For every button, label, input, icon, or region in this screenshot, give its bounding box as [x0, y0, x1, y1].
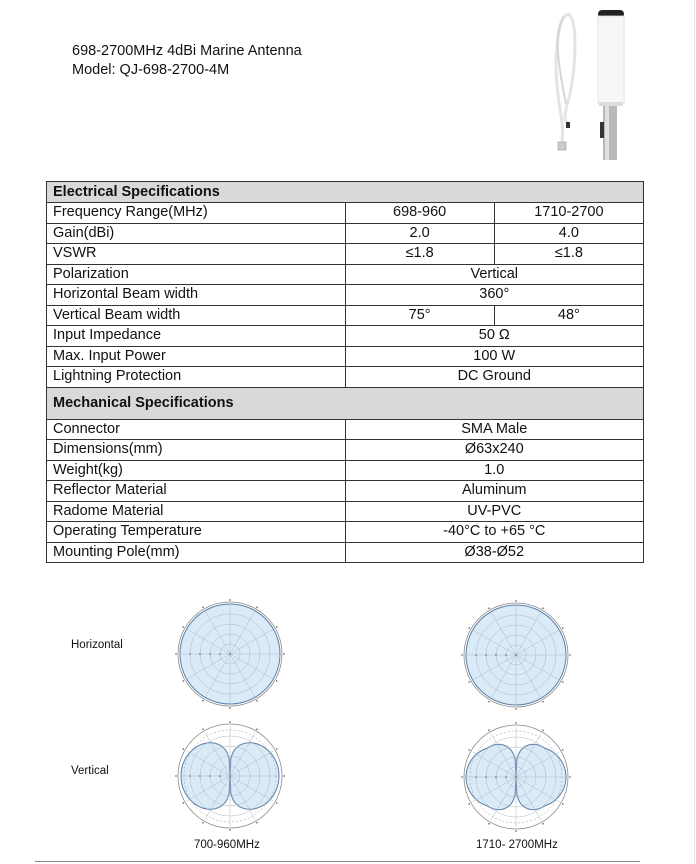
spec-value-low-band: 2.0	[345, 223, 494, 244]
scale-tick	[229, 775, 231, 777]
angle-tick	[569, 654, 571, 656]
angle-tick	[276, 626, 278, 628]
product-title: 698-2700MHz 4dBi Marine Antenna	[72, 43, 302, 59]
scale-tick	[475, 654, 477, 656]
angle-tick	[488, 701, 490, 703]
spec-label: Horizontal Beam width	[47, 285, 346, 306]
scale-tick	[209, 775, 211, 777]
angle-tick	[562, 749, 564, 751]
angle-tick	[276, 802, 278, 804]
spec-value: -40°C to +65 °C	[345, 522, 644, 543]
document-header	[72, 42, 302, 80]
scale-tick	[199, 653, 201, 655]
horizontal-pattern-label: Horizontal	[71, 639, 123, 651]
angle-tick	[229, 829, 231, 831]
spec-row	[47, 522, 644, 543]
scale-tick	[219, 775, 221, 777]
spec-value-high-band: ≤1.8	[494, 244, 643, 265]
angle-tick	[182, 802, 184, 804]
angle-tick	[182, 748, 184, 750]
scale-tick	[485, 776, 487, 778]
spec-label: Operating Temperature	[47, 522, 346, 543]
horizontal-pattern-high-band	[458, 597, 574, 713]
spec-value-high-band: 48°	[494, 305, 643, 326]
spec-value: 50 Ω	[345, 326, 644, 347]
scale-tick	[199, 775, 201, 777]
spec-label: VSWR	[47, 244, 346, 265]
scale-tick	[505, 776, 507, 778]
spec-row	[47, 203, 644, 224]
angle-tick	[542, 701, 544, 703]
antenna-photo-icon	[538, 4, 628, 162]
scale-tick	[495, 654, 497, 656]
spec-row	[47, 346, 644, 367]
angle-tick	[569, 776, 571, 778]
scale-tick	[495, 776, 497, 778]
angle-tick	[515, 600, 517, 602]
spec-row	[47, 285, 644, 306]
angle-tick	[202, 700, 204, 702]
angle-tick	[229, 599, 231, 601]
scale-tick	[209, 653, 211, 655]
scale-tick	[189, 653, 191, 655]
spec-label: Radome Material	[47, 501, 346, 522]
angle-tick	[182, 680, 184, 682]
spec-label: Frequency Range(MHz)	[47, 203, 346, 224]
angle-tick	[283, 653, 285, 655]
page-bottom-divider	[35, 861, 640, 862]
spec-row	[47, 501, 644, 522]
angle-tick	[461, 776, 463, 778]
angle-tick	[515, 708, 517, 710]
angle-tick	[488, 729, 490, 731]
spec-value: 1.0	[345, 460, 644, 481]
spec-label: Reflector Material	[47, 481, 346, 502]
angle-tick	[562, 681, 564, 683]
scale-tick	[475, 776, 477, 778]
scale-tick	[229, 653, 231, 655]
angle-tick	[229, 721, 231, 723]
band-label-low: 700-960MHz	[194, 839, 260, 851]
angle-tick	[542, 607, 544, 609]
spec-label: Gain(dBi)	[47, 223, 346, 244]
scale-tick	[515, 776, 517, 778]
spec-row	[47, 305, 644, 326]
angle-tick	[562, 627, 564, 629]
horizontal-pattern-low-band	[172, 596, 288, 712]
spec-value: Vertical	[345, 264, 644, 285]
spec-value: UV-PVC	[345, 501, 644, 522]
spec-value-high-band: 1710-2700	[494, 203, 643, 224]
spec-label: Connector	[47, 419, 346, 440]
angle-tick	[202, 728, 204, 730]
spec-value: SMA Male	[345, 419, 644, 440]
angle-tick	[256, 728, 258, 730]
angle-tick	[202, 822, 204, 824]
angle-tick	[276, 748, 278, 750]
spec-row	[47, 440, 644, 461]
spec-row	[47, 264, 644, 285]
scale-tick	[505, 654, 507, 656]
angle-tick	[175, 653, 177, 655]
spec-value-high-band: 4.0	[494, 223, 643, 244]
angle-tick	[202, 606, 204, 608]
angle-tick	[175, 775, 177, 777]
spec-value: Ø63x240	[345, 440, 644, 461]
mechanical-heading: Mechanical Specifications	[47, 387, 644, 419]
product-model: Model: QJ-698-2700-4M	[72, 62, 230, 78]
angle-tick	[276, 680, 278, 682]
spec-row	[47, 326, 644, 347]
spec-label: Vertical Beam width	[47, 305, 346, 326]
spec-row	[47, 419, 644, 440]
spec-value-low-band: ≤1.8	[345, 244, 494, 265]
spec-row	[47, 244, 644, 265]
spec-row	[47, 367, 644, 388]
angle-tick	[468, 627, 470, 629]
electrical-section-header	[47, 182, 644, 203]
electrical-heading: Electrical Specifications	[47, 182, 644, 203]
spec-value: Aluminum	[345, 481, 644, 502]
angle-tick	[562, 803, 564, 805]
spec-value: 100 W	[345, 346, 644, 367]
scale-tick	[485, 654, 487, 656]
scale-tick	[189, 775, 191, 777]
angle-tick	[488, 607, 490, 609]
angle-tick	[468, 681, 470, 683]
angle-tick	[461, 654, 463, 656]
spec-label: Weight(kg)	[47, 460, 346, 481]
angle-tick	[182, 626, 184, 628]
angle-tick	[283, 775, 285, 777]
vertical-pattern-label: Vertical	[71, 765, 109, 777]
spec-label: Max. Input Power	[47, 346, 346, 367]
angle-tick	[229, 707, 231, 709]
mechanical-section-header	[47, 387, 644, 419]
spec-value: Ø38-Ø52	[345, 542, 644, 563]
spec-label: Polarization	[47, 264, 346, 285]
angle-tick	[515, 722, 517, 724]
scale-tick	[219, 653, 221, 655]
vertical-pattern-low-band	[172, 718, 288, 834]
spec-row	[47, 542, 644, 563]
spec-row	[47, 223, 644, 244]
angle-tick	[256, 606, 258, 608]
spec-row	[47, 481, 644, 502]
vertical-pattern-high-band	[458, 719, 574, 835]
spec-row	[47, 460, 644, 481]
angle-tick	[256, 700, 258, 702]
angle-tick	[468, 803, 470, 805]
angle-tick	[468, 749, 470, 751]
spec-value-low-band: 75°	[345, 305, 494, 326]
spec-value: 360°	[345, 285, 644, 306]
spec-label: Lightning Protection	[47, 367, 346, 388]
angle-tick	[515, 830, 517, 832]
spec-label: Input Impedance	[47, 326, 346, 347]
angle-tick	[542, 729, 544, 731]
spec-value: DC Ground	[345, 367, 644, 388]
angle-tick	[256, 822, 258, 824]
spec-label: Mounting Pole(mm)	[47, 542, 346, 563]
page-edge	[694, 0, 695, 864]
scale-tick	[515, 654, 517, 656]
spec-value-low-band: 698-960	[345, 203, 494, 224]
band-label-high: 1710- 2700MHz	[476, 839, 558, 851]
angle-tick	[542, 823, 544, 825]
angle-tick	[488, 823, 490, 825]
spec-label: Dimensions(mm)	[47, 440, 346, 461]
specifications-table	[46, 181, 644, 563]
